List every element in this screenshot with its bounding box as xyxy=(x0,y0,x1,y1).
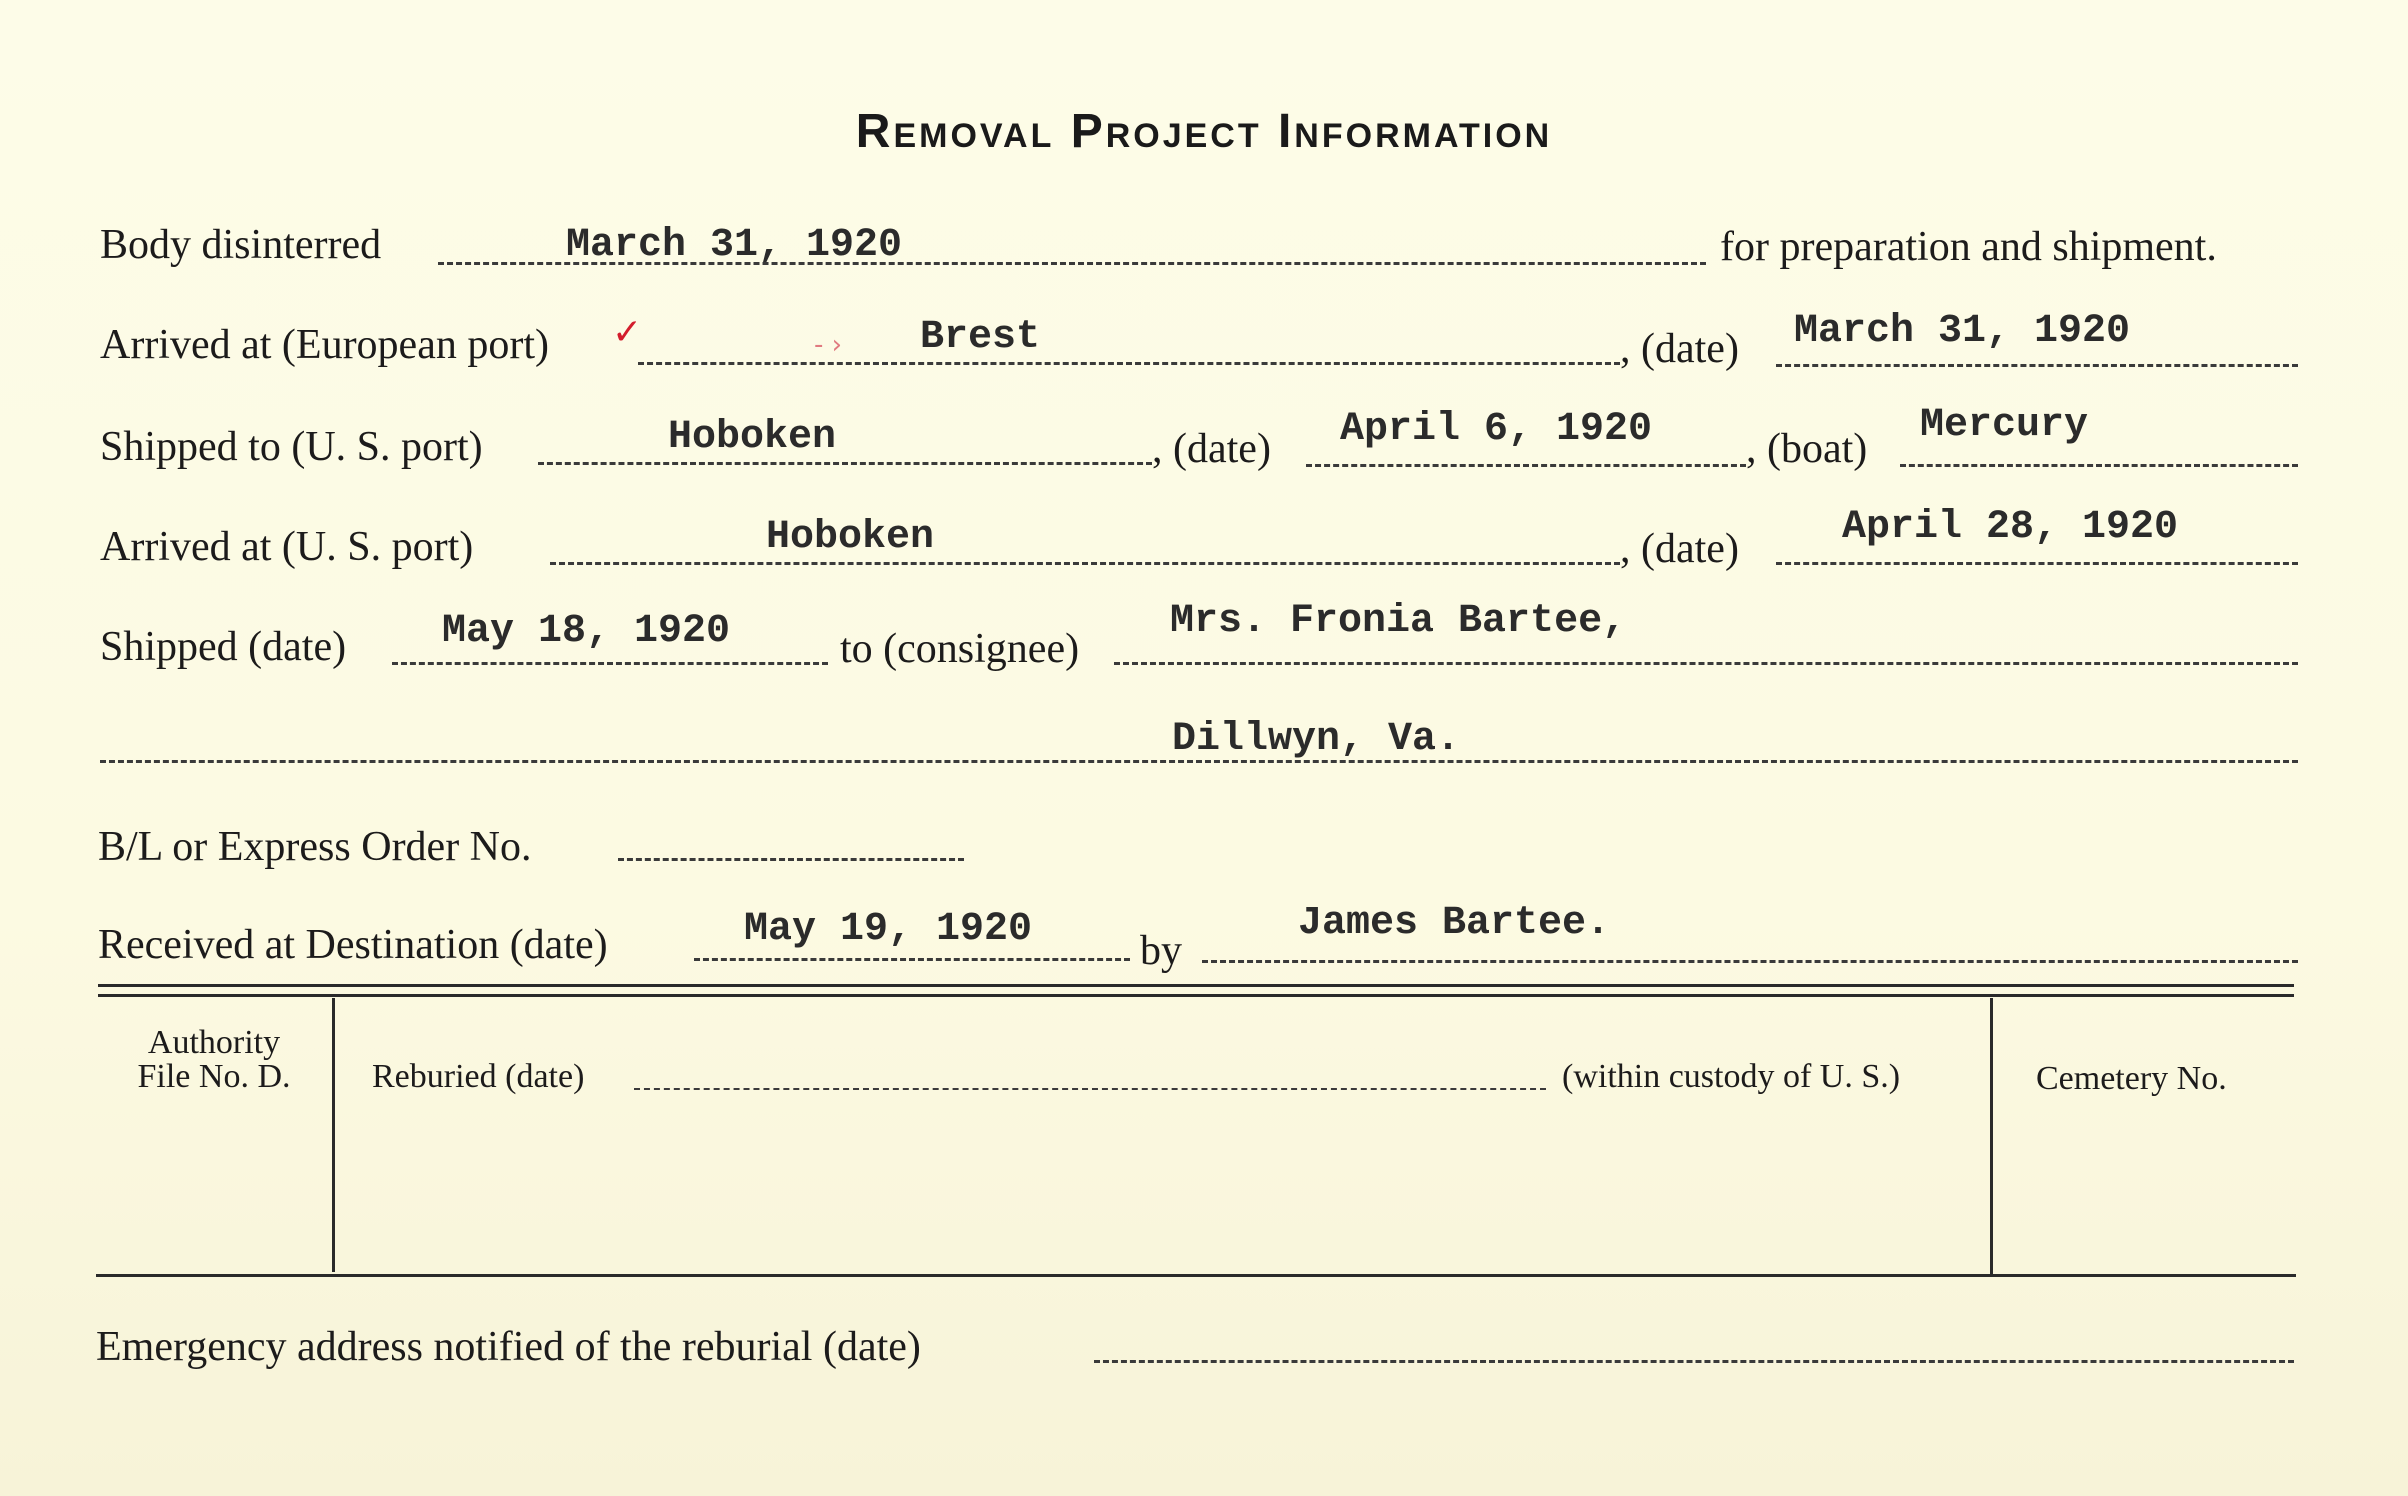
consignee-label: to (consignee) xyxy=(840,626,1080,672)
cemetery-no-label: Cemetery No. xyxy=(2036,1060,2227,1097)
bl-order-line xyxy=(618,858,964,861)
shipped-us-port-value: Hoboken xyxy=(668,415,837,460)
european-port-value: Brest xyxy=(920,315,1041,360)
received-by-value: James Bartee. xyxy=(1298,901,1611,946)
shipped-us-port-line xyxy=(538,462,1152,465)
reburied-line xyxy=(634,1088,1546,1090)
received-destination-label: Received at Destination (date) xyxy=(98,922,608,968)
reburied-label: Reburied (date) xyxy=(372,1058,585,1095)
faint-red-stamp: - › xyxy=(814,330,843,360)
european-date-line xyxy=(1776,364,2298,367)
table-divider-left xyxy=(332,998,335,1272)
arrived-us-port-label: Arrived at (U. S. port) xyxy=(100,524,474,570)
emergency-label: Emergency address notified of the reburial (date) xyxy=(96,1324,921,1370)
for-preparation-label: for preparation and shipment. xyxy=(1720,224,2217,270)
received-date-value: May 19, 1920 xyxy=(744,907,1033,952)
table-divider-right xyxy=(1990,998,1993,1276)
file-no-label: File No. D. xyxy=(137,1058,291,1095)
consignee-line xyxy=(1114,662,2298,665)
boat-line xyxy=(1900,464,2298,467)
shipped-to-date-value: May 18, 1920 xyxy=(442,609,731,654)
boat-label: , (boat) xyxy=(1746,426,1868,472)
table-bottom-rule xyxy=(96,1274,2296,1277)
arrived-date-value: April 28, 1920 xyxy=(1842,505,2179,550)
emergency-line xyxy=(1094,1360,2294,1363)
arrived-european-label: Arrived at (European port) xyxy=(100,322,549,368)
received-by-line xyxy=(1202,960,2298,963)
shipped-date-label: , (date) xyxy=(1152,426,1271,472)
arrived-date-label: , (date) xyxy=(1620,526,1739,572)
card-title: Removal Project Information xyxy=(855,105,1553,158)
european-port-line xyxy=(638,362,1620,365)
custody-label: (within custody of U. S.) xyxy=(1562,1058,1901,1095)
table-top-rule-2 xyxy=(98,994,2294,997)
table-top-rule-1 xyxy=(98,984,2294,987)
shipped-to-date-line xyxy=(392,662,828,665)
red-check-mark: ✓ xyxy=(612,312,643,353)
authority-label: Authority xyxy=(147,1024,281,1061)
disinterred-date-value: March 31, 1920 xyxy=(566,223,903,268)
shipped-date-line xyxy=(1306,464,1746,467)
shipped-us-port-label: Shipped to (U. S. port) xyxy=(100,424,483,470)
bl-order-label: B/L or Express Order No. xyxy=(98,824,532,870)
consignee-name-value: Mrs. Fronia Bartee, xyxy=(1170,599,1627,644)
boat-value: Mercury xyxy=(1920,403,2089,448)
received-date-line xyxy=(694,958,1130,961)
by-label: by xyxy=(1140,928,1182,974)
arrived-date-line xyxy=(1776,562,2298,565)
arrived-us-port-value: Hoboken xyxy=(766,515,935,560)
european-date-label: , (date) xyxy=(1620,326,1739,372)
consignee-address-value: Dillwyn, Va. xyxy=(1172,717,1461,762)
arrived-us-port-line xyxy=(550,562,1620,565)
shipped-to-date-label: Shipped (date) xyxy=(100,624,347,670)
body-disinterred-label: Body disinterred xyxy=(100,222,382,268)
shipped-date-value: April 6, 1920 xyxy=(1340,407,1653,452)
european-date-value: March 31, 1920 xyxy=(1794,309,2131,354)
